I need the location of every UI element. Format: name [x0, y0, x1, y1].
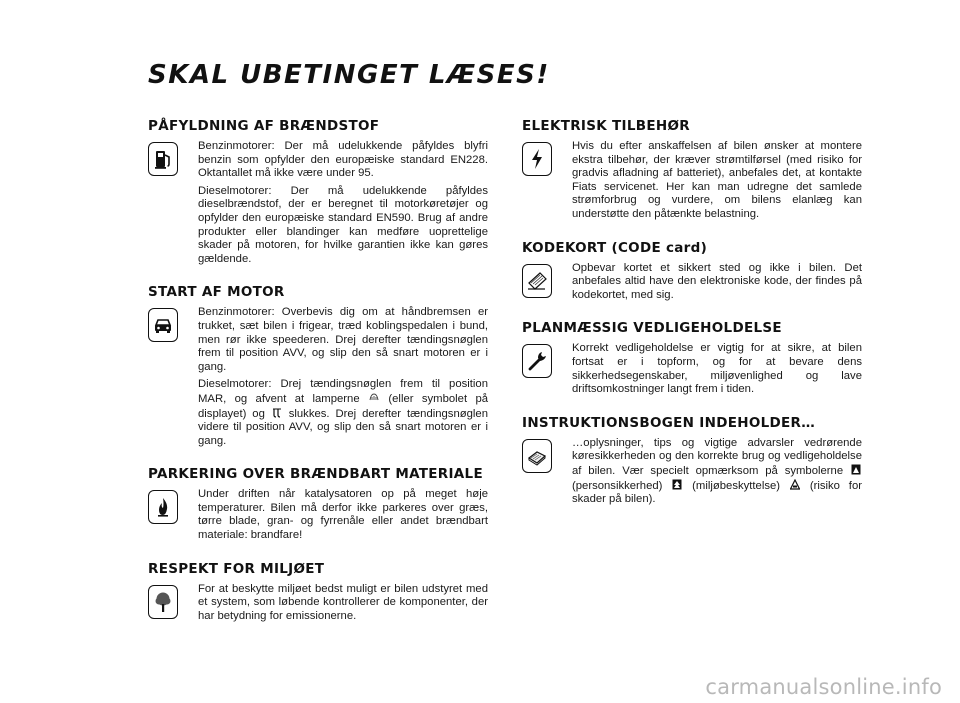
section-engine-start	[148, 284, 488, 452]
section-electrical	[522, 118, 862, 226]
manual-text-4: (risiko for skader på bilen).	[572, 479, 862, 506]
page-title: SKAL UBETINGET LÆSES!	[148, 60, 550, 90]
environment-protection-icon	[672, 479, 682, 490]
section-title: START AF MOTOR	[148, 284, 285, 301]
paragraph: Korrekt vedligeholdelse er vigtig for at sikre, at bilen fortsat er i topform, og for at bevare dens sikkerhedsegenskaber, miljøvenlighed og lave driftsomkostninger langt frem i tiden.	[572, 342, 862, 396]
paragraph: Hvis du efter anskaffelsen af bilen ønsker at montere ekstra tilbehør, der kræver strømtilførsel (med risiko for gradvis afladning af batteriet), anbefales det, at kontakte Fiats servicenet. Her kan man udregne det samlede strømforbrug og vurdere, om bilens elanlæg kan understøtte den påtænkte belastning.	[572, 140, 862, 220]
section-title: RESPEKT FOR MILJØET	[148, 560, 325, 577]
section-title: PLANMÆSSIG VEDLIGEHOLDELSE	[522, 320, 782, 337]
paragraph: For at beskytte miljøet bedst muligt er bilen udstyret med et system, som løbende kontrollerer de komponenter, der har betydning for emissionerne.	[198, 582, 488, 622]
wrench-icon	[522, 344, 552, 378]
manual-text-3: (miljøbeskyttelse)	[692, 479, 781, 492]
left-column	[148, 118, 488, 641]
glow-plug-icon	[369, 392, 379, 403]
paragraph-manual	[572, 437, 862, 507]
section-manual-contents	[522, 415, 862, 511]
fuel-pump-icon	[148, 142, 178, 176]
section-title: ELEKTRISK TILBEHØR	[522, 118, 690, 134]
manual-text-2: (personsikkerhed)	[572, 479, 663, 492]
tree-icon	[148, 585, 178, 619]
flame-icon	[148, 490, 178, 524]
car-front-icon	[148, 308, 178, 342]
section-parking	[148, 466, 488, 546]
paragraph: Under driften når katalysatoren op på meget høje temperaturer. Bilen må derfor ikke parkeres over græs, tørre blade, gran- og fyrrenåle eller andet brændbart materiale: brandfare!	[198, 488, 488, 542]
glow-plug-symbol-icon	[272, 407, 282, 418]
section-code-card	[522, 240, 862, 307]
personal-safety-icon	[851, 464, 861, 475]
diesel-text-2: (eller symbolet på displayet) og	[198, 392, 489, 420]
section-title: KODEKORT (CODE card)	[522, 239, 708, 256]
section-fuel	[148, 118, 488, 270]
code-card-icon	[522, 264, 552, 298]
paragraph: Dieselmotorer: Der må udelukkende påfyldes dieselbrændstof, der er beregnet til motorkøretøjer og opfylder den europæiske standard EN590. Brug af andre produkter eller blandinger kan medføre uoprettelige skader på motoren, for hvilke garantien ikke kan gøres gældende.	[198, 184, 488, 265]
right-column	[522, 118, 862, 525]
section-title: INSTRUKTIONSBOGEN INDEHOLDER…	[522, 414, 816, 431]
section-environment	[148, 561, 488, 628]
paragraph: Benzinmotorer: Overbevis dig om at håndbremsen er trukket, sæt bilen i frigear, træd koblingspedalen i bund, men rør ikke speederen. Drej derefter tændingsnøglen frem til position AVV, og slip den så snart motoren er i gang.	[198, 306, 488, 373]
paragraph: Benzinmotorer: Der må udelukkende påfyldes blyfri benzin som opfylder den europæiske standard EN228. Oktantallet må ikke være under 95.	[198, 140, 488, 180]
vehicle-damage-icon	[790, 479, 800, 490]
section-title: PARKERING OVER BRÆNDBART MATERIALE	[148, 466, 483, 483]
diesel-text-3: slukkes. Drej derefter tændingsnøglen videre til position AVV, og slip den så snart motoren er i gang.	[198, 407, 489, 447]
paragraph: Opbevar kortet et sikkert sted og ikke i bilen. Det anbefales altid have den elektroniske kode, der findes på kodekortet, med sig.	[572, 261, 862, 301]
paragraph-diesel	[198, 378, 488, 448]
section-title: PÅFYLDNING AF BRÆNDSTOF	[148, 118, 380, 134]
section-maintenance	[522, 320, 862, 400]
manual-text-1: …oplysninger, tips og vigtige advarsler vedrørende køresikkerheden og den korrekte brug og vedligeholdelse af bilen. Vær specielt opmærksom på symbolerne	[572, 436, 862, 477]
watermark: carmanualsonline.info	[705, 675, 942, 699]
diesel-text-1: Dieselmotorer: Drej tændingsnøglen frem til position MAR, og afvent at lamperne	[198, 378, 488, 405]
book-icon	[522, 439, 552, 473]
lightning-icon	[522, 142, 552, 176]
